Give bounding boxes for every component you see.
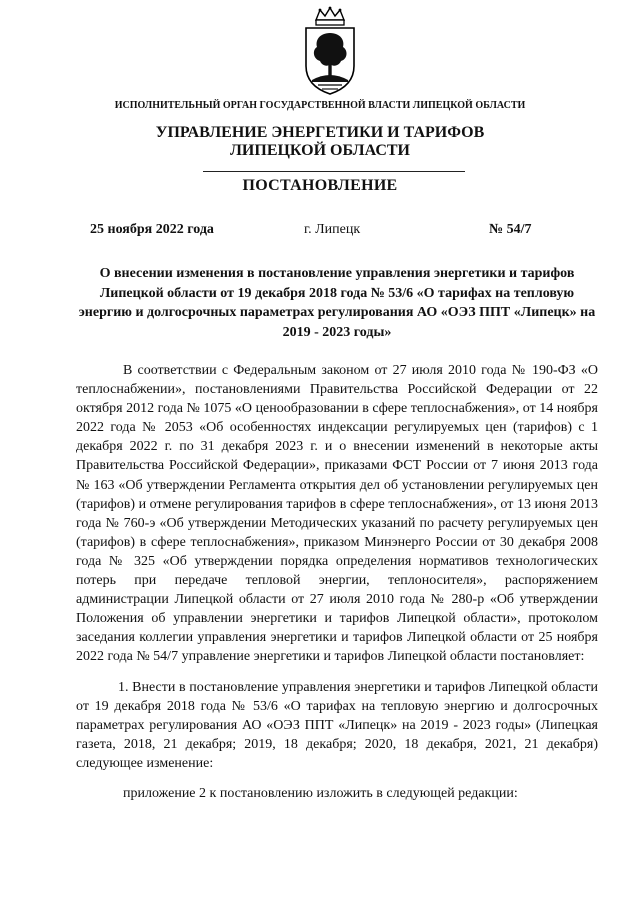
item-1-paragraph: 1. Внести в постановление управления энергетики и тарифов Липецкой области от 19 декабря 2018 года № 53/6 «О тарифах на тепловую энергию и долгосрочных параметрах регулирования АО «ОЭЗ ППТ «Липецк» на 2019 - 2023 годы» (Липецкая газета, 2018, 21 декабря; 2019, 18 декабря; 2020, 18 декабря, 2021, 21 декабря) следующее изменение: <box>76 679 598 771</box>
item-1-subparagraph: приложение 2 к постановлению изложить в следующей редакции: <box>123 785 518 801</box>
document-type: ПОСТАНОВЛЕНИЕ <box>242 177 398 194</box>
department-name-line1: УПРАВЛЕНИЕ ЭНЕРГЕТИКИ И ТАРИФОВ <box>155 124 485 141</box>
coat-of-arms-icon <box>300 6 360 96</box>
document-body <box>76 361 598 803</box>
department-name <box>0 124 640 160</box>
document-number: № 54/7 <box>489 222 532 237</box>
document-date: 25 ноября 2022 года <box>90 222 214 237</box>
preamble-paragraph: В соответствии с Федеральным законом от 27 июля 2010 года № 190-ФЗ «О теплоснабжении», постановлениями Правительства Российской Федерации от 22 октября 2012 года № 1075 «О ценообразовании в сфере теплоснабжения», от 14 ноября 2022 года № 2053 «Об особенностях индексации регулируемых цен (тарифов) с 1 декабря 2022 г. по 31 декабря 2023 г. и о внесении изменений в некоторые акты Правительства Российской Федерации», приказами ФСТ России от 7 июня 2013 года № 163 «Об утверждении Регламента открытия дел об установлении регулируемых цен (тарифов) и отмене регулирования тарифов в сфере теплоснабжения», от 13 июня 2013 года № 760-э «Об утверждении Методических указаний по расчету регулируемых цен (тарифов) в сфере теплоснабжения», приказом Минэнерго России от 30 декабря 2008 года № 325 «Об утверждении порядка определения нормативов технологических потерь при передаче тепловой энергии, теплоносителя», распоряжением администрации Липецкой области от 27 июля 2010 года № 280-р «Об утверждении Положения об управлении энергетики и тарифов Липецкой области», протоколом заседания коллегии управления энергетики и тарифов Липецкой области от 25 ноября 2022 года № 54/7 управление энергетики и тарифов Липецкой области постановляет: <box>76 363 598 665</box>
header-divider <box>203 171 465 172</box>
authority-line: ИСПОЛНИТЕЛЬНЫЙ ОРГАН ГОСУДАРСТВЕННОЙ ВЛАСТИ ЛИПЕЦКОЙ ОБЛАСТИ <box>114 100 526 111</box>
department-name-line2: ЛИПЕЦКОЙ ОБЛАСТИ <box>230 142 410 159</box>
document-title: О внесении изменения в постановление управления энергетики и тарифов Липецкой области от 19 декабря 2018 года № 53/6 «О тарифах на тепловую энергию и долгосрочных параметрах регулирования АО «ОЭЗ ППТ «Липецк» на 2019 - 2023 годы» <box>78 266 596 340</box>
document-city: г. Липецк <box>304 222 361 237</box>
